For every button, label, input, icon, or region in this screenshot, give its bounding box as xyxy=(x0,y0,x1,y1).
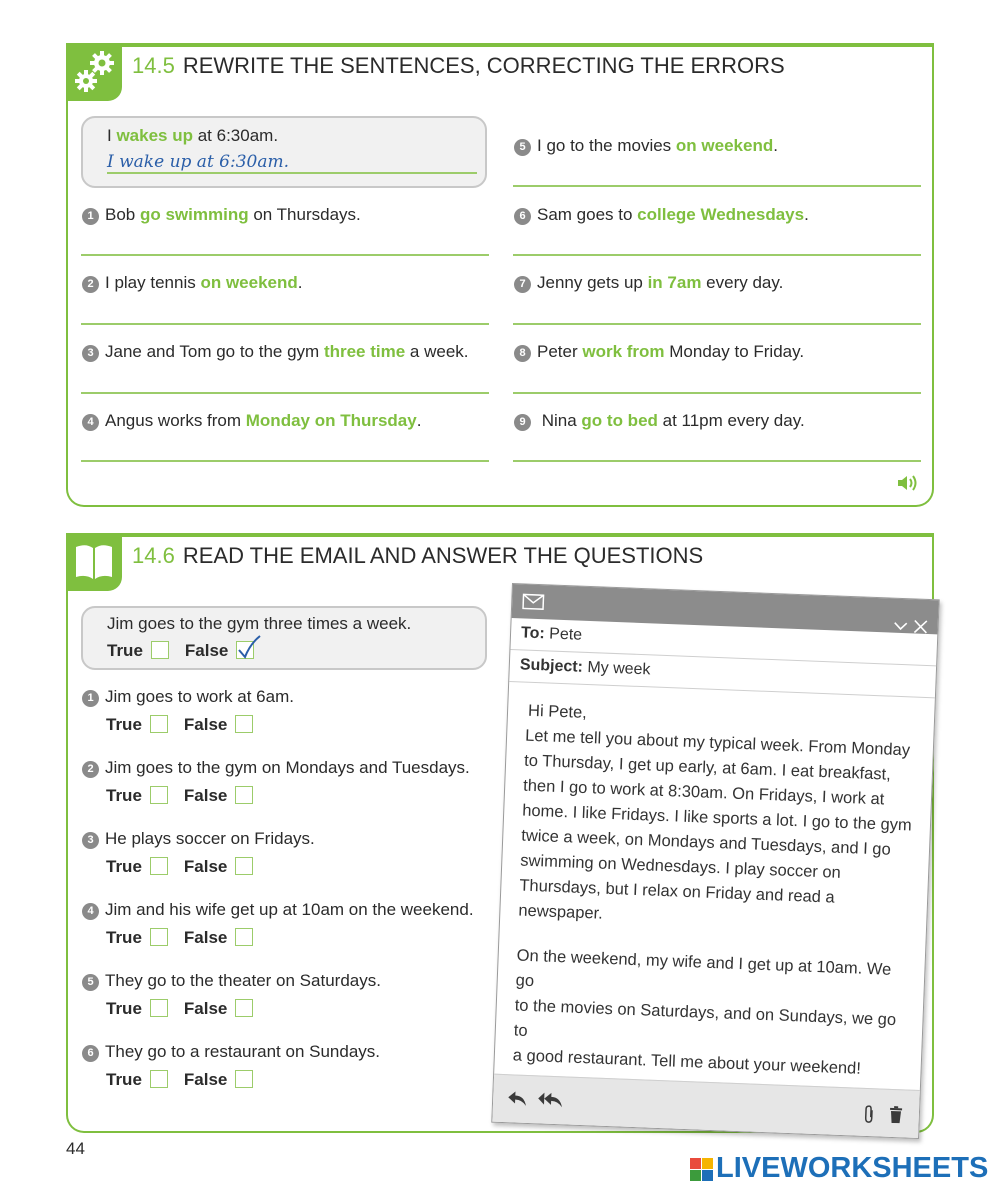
email-greeting: Hi Pete, xyxy=(527,701,588,722)
false-checkbox[interactable] xyxy=(235,928,253,946)
subject-row: Subject: My week xyxy=(509,650,936,698)
example-statement: Jim goes to the gym three times a week. xyxy=(107,614,412,633)
true-checkbox[interactable] xyxy=(150,715,168,733)
section-heading: REWRITE THE SENTENCES, CORRECTING THE ERRORS xyxy=(182,53,785,78)
checkmark-icon xyxy=(236,634,262,660)
tf-options-6: True False xyxy=(106,1070,269,1090)
tf-question-3: 3 He plays soccer on Fridays. xyxy=(82,829,315,849)
true-checkbox[interactable] xyxy=(150,857,168,875)
gears-icon xyxy=(66,43,122,101)
email-line: to the movies on Saturdays, and on Sundays, we go to xyxy=(513,996,897,1040)
trash-icon[interactable] xyxy=(889,1106,904,1124)
tf-options-2: True False xyxy=(106,786,269,806)
section-number: 14.5 xyxy=(132,53,175,78)
email-body xyxy=(493,682,935,1129)
minimize-icon[interactable] xyxy=(893,621,907,632)
book-icon xyxy=(66,533,122,591)
true-checkbox[interactable] xyxy=(150,999,168,1017)
false-checkbox[interactable] xyxy=(235,1070,253,1088)
question-3: 3 Jane and Tom go to the gym three time a week. xyxy=(82,342,469,362)
brand-name: LIVEWORKSHEETS xyxy=(716,1152,989,1184)
section-number: 14.6 xyxy=(132,543,175,568)
section-title xyxy=(132,543,703,569)
email-line: then I go to work at 8:30am. On Fridays, I work at xyxy=(522,776,885,809)
brand-blocks-icon xyxy=(690,1158,714,1182)
question-8: 8 Peter work from Monday to Friday. xyxy=(514,342,804,362)
exercise-14-5 xyxy=(66,43,934,507)
answer-line-5[interactable] xyxy=(513,185,921,187)
tf-question-5: 5 They go to the theater on Saturdays. xyxy=(82,971,381,991)
true-checkbox[interactable] xyxy=(151,641,169,659)
answer-line-4[interactable] xyxy=(81,460,489,462)
example-answer: I wake up at 6:30am. xyxy=(107,152,290,172)
question-2: 2 I play tennis on weekend. xyxy=(82,273,303,293)
section-heading: READ THE EMAIL AND ANSWER THE QUESTIONS xyxy=(182,543,704,568)
example-box xyxy=(81,116,487,188)
reply-icon[interactable] xyxy=(507,1089,528,1108)
tf-options-5: True False xyxy=(106,999,269,1019)
email-line: Let me tell you about my typical week. From Monday xyxy=(524,726,911,760)
tf-options-4: True False xyxy=(106,928,269,948)
tf-question-6: 6 They go to a restaurant on Sundays. xyxy=(82,1042,380,1062)
question-1: 1 Bob go swimming on Thursdays. xyxy=(82,205,361,225)
answer-line-8[interactable] xyxy=(513,392,921,394)
question-6: 6 Sam goes to college Wednesdays. xyxy=(514,205,809,225)
true-checkbox[interactable] xyxy=(150,786,168,804)
answer-line-3[interactable] xyxy=(81,392,489,394)
answer-line-1[interactable] xyxy=(81,254,489,256)
true-checkbox[interactable] xyxy=(150,928,168,946)
attachment-icon[interactable] xyxy=(863,1105,876,1123)
false-checkbox[interactable] xyxy=(235,715,253,733)
question-5: 5 I go to the movies on weekend. xyxy=(514,136,778,156)
liveworksheets-logo[interactable] xyxy=(690,1152,990,1188)
false-checkbox-checked[interactable] xyxy=(236,641,254,659)
tf-options-3: True False xyxy=(106,857,269,877)
question-4: 4 Angus works from Monday on Thursday. xyxy=(82,411,421,431)
tf-question-4: 4 Jim and his wife get up at 10am on the weekend. xyxy=(82,900,474,920)
answer-line xyxy=(107,172,477,174)
email-line: a good restaurant. Tell me about your weekend! xyxy=(512,1046,862,1078)
example-true-false: True False xyxy=(107,641,270,661)
email-line: Thursdays, but I relax on Friday and read a newspaper. xyxy=(518,876,836,923)
answer-line-2[interactable] xyxy=(81,323,489,325)
tf-question-1: 1 Jim goes to work at 6am. xyxy=(82,687,294,707)
tf-question-2: 2 Jim goes to the gym on Mondays and Tuesdays. xyxy=(82,758,470,778)
email-window xyxy=(491,583,939,1139)
false-checkbox[interactable] xyxy=(235,857,253,875)
answer-line-7[interactable] xyxy=(513,323,921,325)
envelope-icon xyxy=(522,593,545,610)
example-sentence: I wakes up at 6:30am. xyxy=(107,126,279,145)
email-line: home. I like Fridays. I like sports a lot. I go to the gym xyxy=(521,801,913,835)
speaker-icon[interactable] xyxy=(896,473,920,498)
example-box xyxy=(81,606,487,670)
true-checkbox[interactable] xyxy=(150,1070,168,1088)
email-line: swimming on Wednesdays. I play soccer on xyxy=(520,851,842,882)
question-7: 7 Jenny gets up in 7am every day. xyxy=(514,273,783,293)
question-9: 9 Nina go to bed at 11pm every day. xyxy=(514,411,805,431)
false-checkbox[interactable] xyxy=(235,999,253,1017)
email-line: On the weekend, my wife and I get up at 10am. We go xyxy=(515,946,892,991)
reply-all-icon[interactable] xyxy=(537,1090,564,1109)
subject-value: My week xyxy=(587,658,651,679)
answer-line-9[interactable] xyxy=(513,460,921,462)
close-icon[interactable] xyxy=(913,619,928,634)
page-number: 44 xyxy=(66,1139,85,1158)
email-line: to Thursday, I get up early, at 6am. I eat breakfast, xyxy=(523,751,892,784)
to-row: To: Pete xyxy=(510,618,937,666)
false-checkbox[interactable] xyxy=(235,786,253,804)
tf-options-1: True False xyxy=(106,715,269,735)
email-line: twice a week, on Mondays and Tuesdays, and I go xyxy=(520,826,892,859)
answer-line-6[interactable] xyxy=(513,254,921,256)
to-value: Pete xyxy=(548,625,583,644)
section-title xyxy=(132,53,785,79)
